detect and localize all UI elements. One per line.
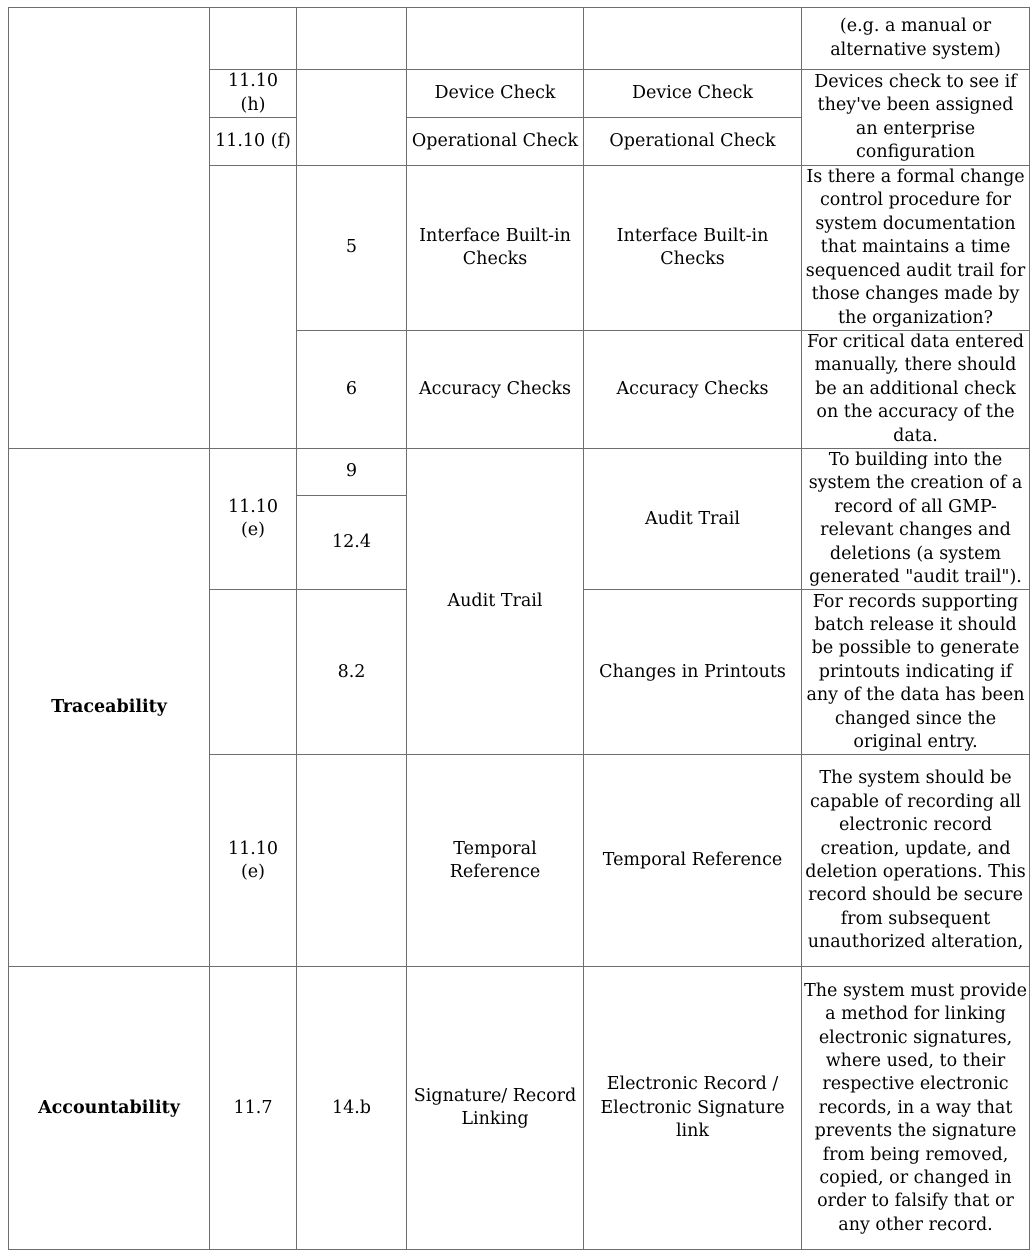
- function-cell: Electronic Record / Electronic Signature link: [584, 967, 802, 1250]
- name-cell: Temporal Reference: [407, 755, 584, 967]
- annex11-cell: [297, 8, 407, 70]
- annex11-cell: 8.2: [297, 590, 407, 755]
- description-cell: To building into the system the creation of a record of all GMP-relevant changes and deletions (a system generated "audit trail").: [802, 449, 1030, 590]
- annex11-cell: 5: [297, 166, 407, 331]
- function-cell: Temporal Reference: [584, 755, 802, 967]
- name-cell: Interface Built-in Checks: [407, 166, 584, 331]
- name-cell: Signature/ Record Linking: [407, 967, 584, 1250]
- part11-cell: [210, 166, 297, 449]
- table-row: [9, 8, 1030, 70]
- function-cell: Audit Trail: [584, 449, 802, 590]
- annex11-cell: 9: [297, 449, 407, 496]
- description-cell: The system should be capable of recording all electronic record creation, update, and deletion operations. This record should be secure from subsequent unauthorized alteration,: [802, 755, 1030, 967]
- description-cell: The system must provide a method for linking electronic signatures, where used, to their respective electronic records, in a way that prevents the signature from being removed, copied, or changed in order to falsify that or any other record.: [802, 967, 1030, 1250]
- function-cell: [584, 8, 802, 70]
- category-cell: [9, 8, 210, 449]
- table-row: [9, 967, 1030, 1250]
- requirements-table: [8, 7, 1030, 1250]
- table-row: [9, 449, 1030, 496]
- annex11-cell: [297, 755, 407, 967]
- function-cell: Interface Built-in Checks: [584, 166, 802, 331]
- part11-cell: [210, 8, 297, 70]
- name-cell: Operational Check: [407, 118, 584, 166]
- description-cell: For critical data entered manually, there should be an additional check on the accuracy of the data.: [802, 331, 1030, 449]
- description-cell: Devices check to see if they've been assigned an enterprise configuration: [802, 70, 1030, 166]
- function-cell: Operational Check: [584, 118, 802, 166]
- part11-cell: 11.10 (f): [210, 118, 297, 166]
- name-cell: [407, 8, 584, 70]
- description-cell: For records supporting batch release it should be possible to generate printouts indicating if any of the data has been changed since the original entry.: [802, 590, 1030, 755]
- annex11-cell: [297, 70, 407, 166]
- function-cell: Device Check: [584, 70, 802, 118]
- part11-cell: 11.10 (e): [210, 755, 297, 967]
- part11-cell: 11.10 (h): [210, 70, 297, 118]
- name-cell: Accuracy Checks: [407, 331, 584, 449]
- function-cell: Accuracy Checks: [584, 331, 802, 449]
- annex11-cell: 6: [297, 331, 407, 449]
- category-cell: Traceability: [9, 449, 210, 967]
- annex11-cell: 14.b: [297, 967, 407, 1250]
- description-cell: (e.g. a manual or alternative system): [802, 8, 1030, 70]
- description-cell: Is there a formal change control procedure for system documentation that maintains a time sequenced audit trail for those changes made by the organization?: [802, 166, 1030, 331]
- name-cell: Device Check: [407, 70, 584, 118]
- part11-cell: 11.10 (e): [210, 449, 297, 590]
- category-cell: Accountability: [9, 967, 210, 1250]
- part11-cell: 11.7: [210, 967, 297, 1250]
- annex11-cell: 12.4: [297, 496, 407, 590]
- name-cell: Audit Trail: [407, 449, 584, 755]
- function-cell: Changes in Printouts: [584, 590, 802, 755]
- part11-cell: [210, 590, 297, 755]
